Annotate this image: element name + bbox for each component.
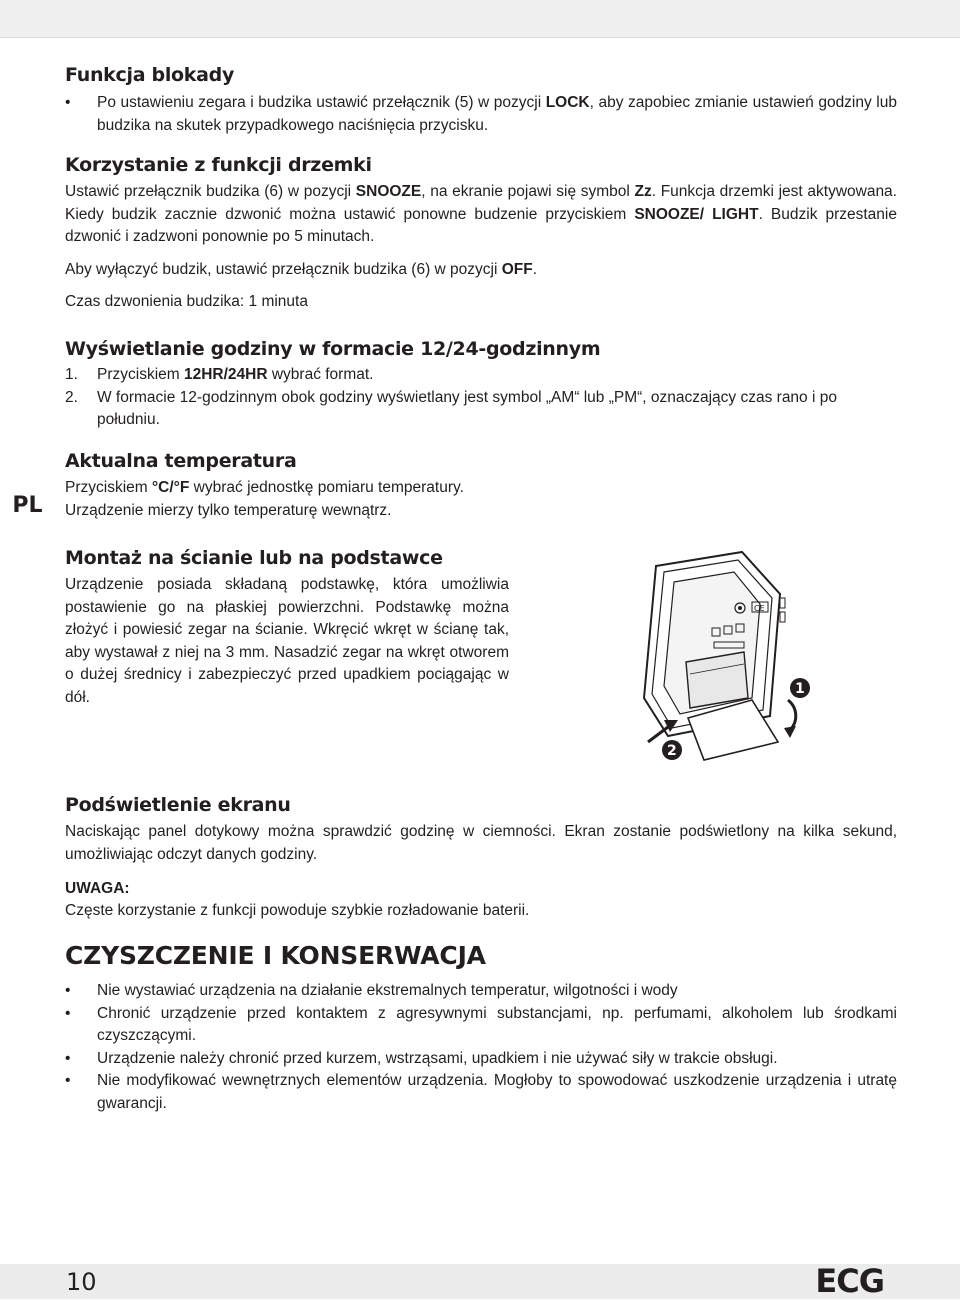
brand-logo: ECG bbox=[815, 1262, 884, 1300]
section-snooze bbox=[65, 152, 897, 314]
section-temperature bbox=[65, 448, 897, 522]
snooze-off-keyword: OFF bbox=[501, 260, 533, 278]
lock-text-b: , aby zapobiec zmianie ustawień godziny lub budzika na skutek przypadkowego naciśnięcia przycisku. bbox=[97, 94, 897, 134]
temperature-text-a: Przyciskiem bbox=[65, 479, 152, 496]
snooze-paragraph-2 bbox=[65, 259, 897, 282]
snooze-light-keyword: SNOOZE/ LIGHT bbox=[634, 205, 759, 223]
snooze-text-g: . Budzik przestanie dzwonić i zadzwoni ponownie po 5 minutach. bbox=[65, 205, 897, 245]
step-1-keyword: 12HR/24HR bbox=[183, 366, 268, 383]
section-lock bbox=[65, 62, 897, 137]
snooze-symbol: Zz bbox=[634, 183, 652, 200]
language-tab: PL bbox=[0, 484, 55, 528]
cleaning-item: • Chronić urządzenie przed kontaktem z agresywnymi substancjami, np. perfumami, alkoholem lub środkami czyszczącymi. bbox=[65, 1003, 897, 1048]
cleaning-list bbox=[65, 980, 897, 1115]
temperature-keyword: °C/°F bbox=[151, 479, 190, 496]
section-format bbox=[65, 336, 897, 432]
step-2-text: W formacie 12-godzinnym obok godziny wyświetlany jest symbol „AM“ lub „PM“, oznaczający czas rano i po południu. bbox=[97, 388, 837, 428]
note-label: UWAGA: bbox=[65, 880, 130, 897]
mount-title: Montaż na ścianie lub na podstawce bbox=[65, 547, 443, 569]
cleaning-item: • Nie modyfikować wewnętrznych elementów urządzenia. Mogłoby to spowodować uszkodzenie urządzenia i utratę gwarancji. bbox=[65, 1070, 897, 1115]
ce-mark: CE bbox=[754, 604, 765, 613]
snooze-text-e: . Funkcja drzemki jest aktywowana. Kiedy budzik zacznie dzwonić można ustawić ponowne budzenie przyciskiem bbox=[65, 183, 897, 223]
snooze-text-a: Ustawić przełącznik budzika (6) w pozycji bbox=[65, 183, 356, 200]
snooze-keyword: SNOOZE bbox=[355, 183, 422, 200]
step-1-text-c: wybrać format. bbox=[267, 366, 374, 383]
top-bar bbox=[0, 0, 960, 38]
clock-back-drawing bbox=[620, 548, 820, 768]
snooze-paragraph-3: Czas dzwonienia budzika: 1 minuta bbox=[65, 293, 308, 310]
section-backlight bbox=[65, 792, 897, 923]
mount-paragraph: Urządzenie posiada składaną podstawkę, która umożliwia postawienie go na płaskiej powierzchni. Podstawkę można złożyć i powiesić zegar na ścianie. Wkręcić wkręt w ścianę tak, aby wystawał z niej na 3 mm. Nasadzić zegar na wkręt otworem o dużej średnicy i zabezpieczyć przed upadkiem pociągając w dół. bbox=[65, 576, 509, 706]
temperature-paragraph-2: Urządzenie mierzy tylko temperaturę wewnątrz. bbox=[65, 501, 392, 519]
format-title: Wyświetlanie godziny w formacie 12/24-godzinnym bbox=[65, 338, 601, 360]
step-number: 2. bbox=[65, 388, 78, 406]
temperature-text-c: wybrać jednostkę pomiaru temperatury. bbox=[189, 479, 464, 496]
lock-title: Funkcja blokady bbox=[65, 64, 235, 86]
section-mount bbox=[65, 545, 509, 709]
page-number: 10 bbox=[66, 1268, 97, 1296]
label-1: 1 bbox=[795, 681, 805, 697]
label-2: 2 bbox=[667, 743, 677, 759]
cleaning-item: • Nie wystawiać urządzenia na działanie ekstremalnych temperatur, wilgotności i wody bbox=[65, 980, 897, 1003]
note-text: Częste korzystanie z funkcji powoduje szybkie rozładowanie baterii. bbox=[65, 902, 530, 919]
backlight-title: Podświetlenie ekranu bbox=[65, 794, 291, 816]
format-step-2 bbox=[65, 387, 897, 432]
temperature-title: Aktualna temperatura bbox=[65, 450, 297, 472]
step-number: 1. bbox=[65, 366, 78, 383]
snooze-off-end: . bbox=[532, 260, 538, 278]
lock-text-a: Po ustawieniu zegara i budzika ustawić przełącznik (5) w pozycji bbox=[97, 94, 546, 111]
step-1-text-a: Przyciskiem bbox=[97, 366, 184, 383]
cleaning-title: CZYSZCZENIE I KONSERWACJA bbox=[65, 941, 486, 970]
snooze-title: Korzystanie z funkcji drzemki bbox=[65, 154, 372, 176]
format-step-1 bbox=[65, 364, 897, 387]
cleaning-item: • Urządzenie należy chronić przed kurzem, wstrząsami, upadkiem i nie używać siły w trakcie obsługi. bbox=[65, 1048, 897, 1071]
lock-list bbox=[65, 92, 897, 137]
backlight-paragraph: Naciskając panel dotykowy można sprawdzić godzinę w ciemności. Ekran zostanie podświetlony na kilka sekund, umożliwiając odczyt danych godziny. bbox=[65, 823, 897, 863]
snooze-text-c: , na ekranie pojawi się symbol bbox=[421, 183, 635, 200]
snooze-paragraph-1 bbox=[65, 181, 897, 249]
section-cleaning bbox=[65, 940, 897, 1115]
temperature-paragraph-1 bbox=[65, 477, 897, 500]
lock-bullet bbox=[65, 92, 897, 137]
mounting-illustration bbox=[620, 548, 820, 768]
snooze-off-text: Aby wyłączyć budzik, ustawić przełącznik budzika (6) w pozycji bbox=[65, 260, 502, 278]
lock-keyword: LOCK bbox=[545, 94, 590, 111]
format-steps bbox=[65, 364, 897, 432]
